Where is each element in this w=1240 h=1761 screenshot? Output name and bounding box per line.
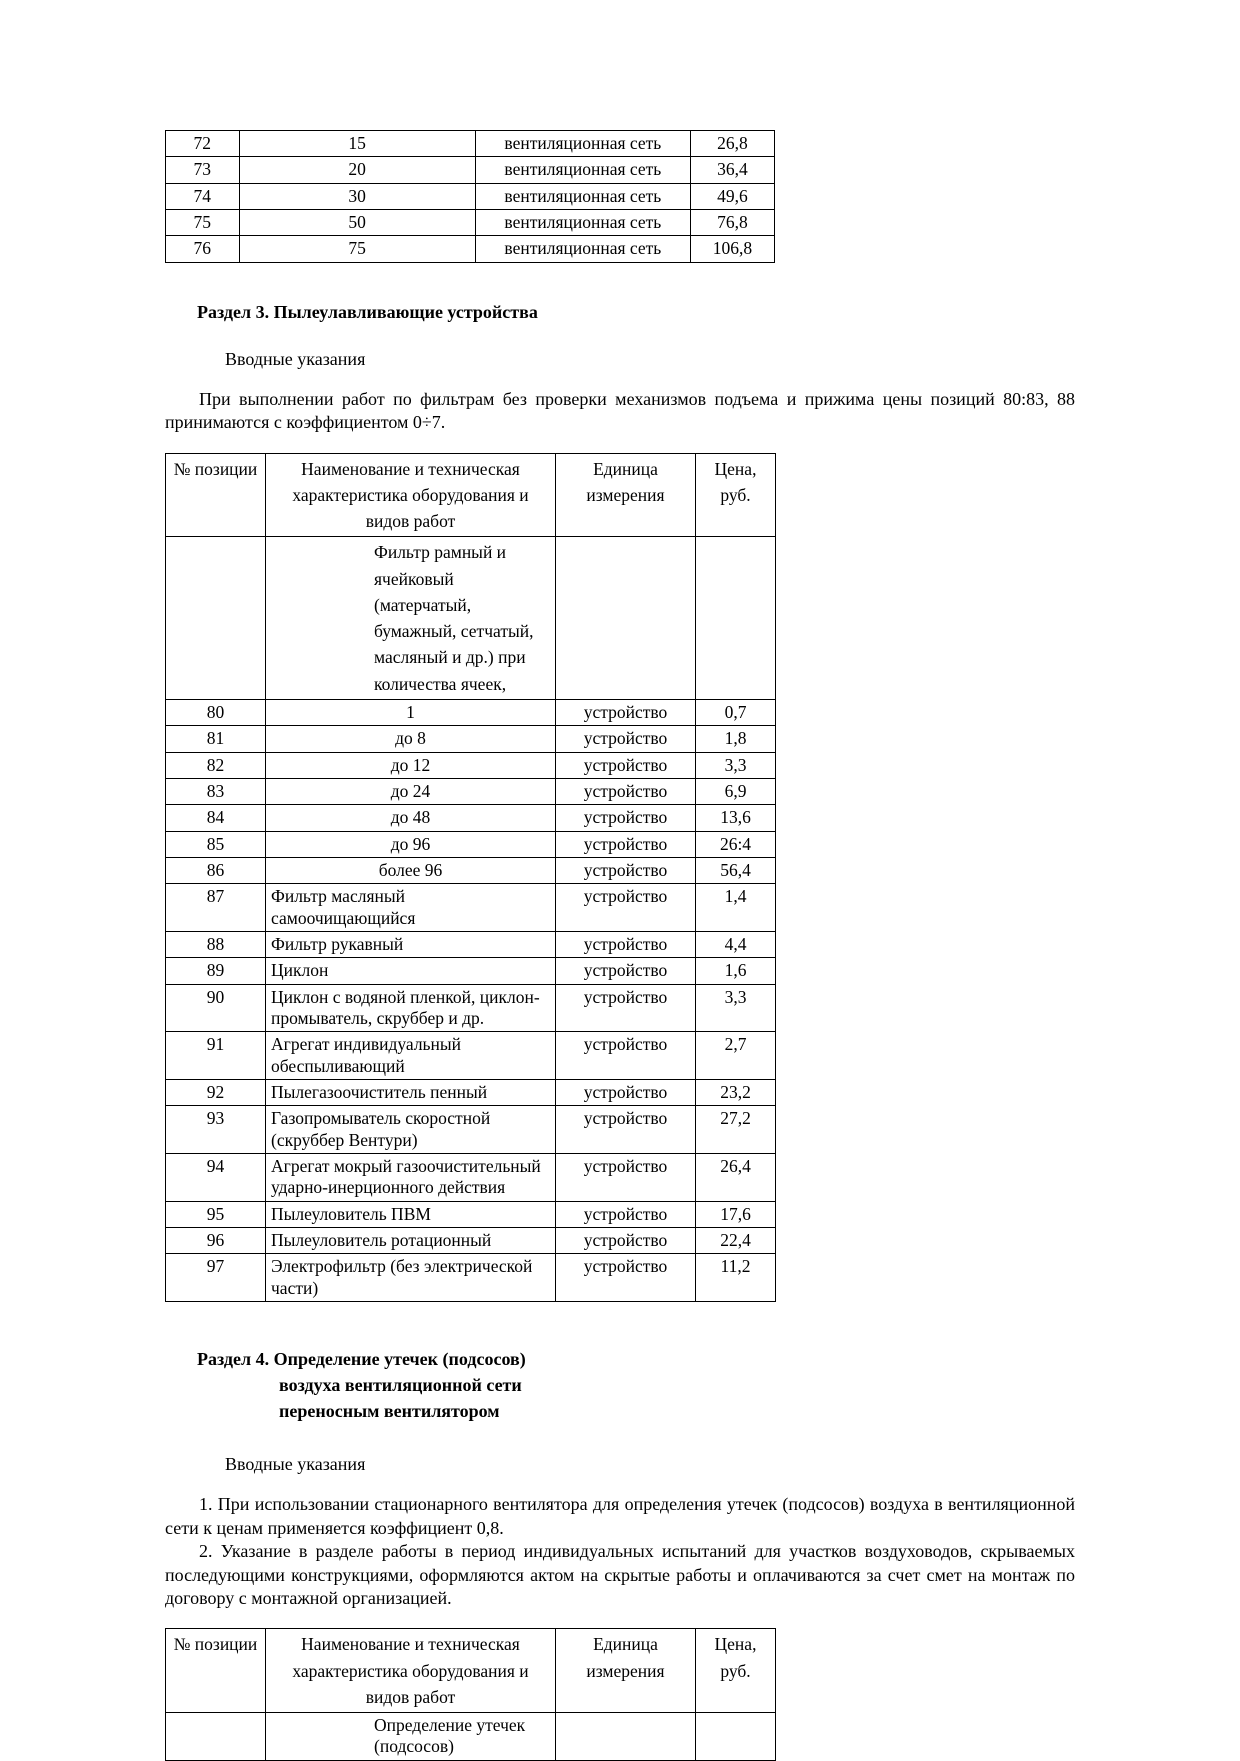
- cell-position: 84: [166, 805, 266, 831]
- table-row: [166, 884, 776, 932]
- cell-position: 76: [166, 236, 240, 262]
- column-header-position: № позиции: [166, 453, 266, 537]
- table-row: [166, 726, 776, 752]
- table-row: [166, 831, 776, 857]
- table-row: [166, 958, 776, 984]
- table-row: [166, 131, 775, 157]
- cell-unit: устройство: [556, 805, 696, 831]
- cell-name: Газопромыватель скоростной (скруббер Вентури): [266, 1106, 556, 1154]
- table-row: [166, 183, 775, 209]
- cell-price: 26,8: [690, 131, 774, 157]
- cell-price: 26:4: [696, 831, 776, 857]
- cell-price: [696, 1713, 776, 1761]
- column-header-price: Цена, руб.: [696, 1629, 776, 1713]
- cell-name: Агрегат мокрый газоочистительный ударно-инерционного действия: [266, 1154, 556, 1202]
- cell-unit: устройство: [556, 958, 696, 984]
- spacer: [165, 263, 1075, 299]
- cell-param: 75: [239, 236, 475, 262]
- table-header-row: [166, 453, 776, 537]
- cell-unit: устройство: [556, 1201, 696, 1227]
- table-row: [166, 778, 776, 804]
- cell-unit: устройство: [556, 831, 696, 857]
- cell-position: 92: [166, 1080, 266, 1106]
- section4-title-line2: воздуха вентиляционной сети: [279, 1375, 522, 1396]
- cell-price: 4,4: [696, 931, 776, 957]
- cell-unit: устройство: [556, 752, 696, 778]
- cell-name: Фильтр рукавный: [266, 931, 556, 957]
- cell-unit: устройство: [556, 1032, 696, 1080]
- cell-name: до 12: [266, 752, 556, 778]
- cell-price: 1,6: [696, 958, 776, 984]
- top-continuation-table-wrap: [165, 130, 1075, 263]
- cell-group-label: Определение утечек (подсосов): [266, 1713, 556, 1761]
- cell-name: до 24: [266, 778, 556, 804]
- cell-price: 1,8: [696, 726, 776, 752]
- section4-note-2: 2. Указание в разделе работы в период индивидуальных испытаний для участков воздуховодов, скрываемых последующими конструкциями, оформляются актом на скрытые работы и оплачиваются за счет смет на монтаж по договору с монтажной организацией.: [165, 1541, 1075, 1608]
- cell-position: 97: [166, 1254, 266, 1302]
- table-group-row: [166, 537, 776, 700]
- cell-unit: [556, 537, 696, 700]
- cell-name: вентиляционная сеть: [475, 236, 690, 262]
- column-header-price: Цена, руб.: [696, 453, 776, 537]
- cell-position: 93: [166, 1106, 266, 1154]
- table-row: [166, 1032, 776, 1080]
- section3-intro-paragraph: При выполнении работ по фильтрам без проверки механизмов подъема и прижима цены позиций 80:83, 88 принимаются с коэффициентом 0÷7.: [165, 388, 1075, 433]
- cell-position: 89: [166, 958, 266, 984]
- table-row: [166, 1254, 776, 1302]
- cell-price: 23,2: [696, 1080, 776, 1106]
- table-body: [166, 131, 775, 263]
- cell-position: 82: [166, 752, 266, 778]
- cell-price: 27,2: [696, 1106, 776, 1154]
- table-row: [166, 752, 776, 778]
- page-content: [165, 130, 1075, 1761]
- table-head: [166, 1629, 776, 1713]
- section4-note-1: 1. При использовании стационарного вентилятора для определения утечек (подсосов) воздуха в вентиляционной сети к ценам применяется коэффициент 0,8.: [165, 1494, 1075, 1538]
- cell-price: 0,7: [696, 699, 776, 725]
- cell-position: 88: [166, 931, 266, 957]
- cell-unit: устройство: [556, 857, 696, 883]
- top-continuation-table: [165, 130, 775, 263]
- cell-name: Электрофильтр (без электрической части): [266, 1254, 556, 1302]
- cell-name: Пылегазоочиститель пенный: [266, 1080, 556, 1106]
- cell-price: 22,4: [696, 1228, 776, 1254]
- spacer: [165, 1302, 1075, 1346]
- spacer: [165, 435, 1075, 453]
- section4-heading: [165, 1346, 1075, 1424]
- cell-position: [166, 1713, 266, 1761]
- cell-unit: устройство: [556, 699, 696, 725]
- cell-unit: устройство: [556, 726, 696, 752]
- cell-position: 96: [166, 1228, 266, 1254]
- section4-price-table: [165, 1628, 776, 1760]
- cell-unit: устройство: [556, 1254, 696, 1302]
- cell-price: 13,6: [696, 805, 776, 831]
- cell-position: 81: [166, 726, 266, 752]
- cell-price: 56,4: [696, 857, 776, 883]
- cell-price: 106,8: [690, 236, 774, 262]
- cell-position: 95: [166, 1201, 266, 1227]
- cell-price: 11,2: [696, 1254, 776, 1302]
- cell-name: более 96: [266, 857, 556, 883]
- cell-position: 74: [166, 183, 240, 209]
- cell-name: до 96: [266, 831, 556, 857]
- table-row: [166, 1106, 776, 1154]
- cell-name: 1: [266, 699, 556, 725]
- section3-heading: [165, 299, 1075, 325]
- cell-unit: устройство: [556, 1106, 696, 1154]
- spacer: [165, 1610, 1075, 1628]
- cell-unit: устройство: [556, 1154, 696, 1202]
- table-body: [166, 1713, 776, 1761]
- cell-name: Агрегат индивидуальный обеспыливающий: [266, 1032, 556, 1080]
- cell-position: 87: [166, 884, 266, 932]
- cell-position: 94: [166, 1154, 266, 1202]
- table-row: [166, 931, 776, 957]
- column-header-name: Наименование и техническая характеристика оборудования и видов работ: [266, 1629, 556, 1713]
- cell-unit: устройство: [556, 1080, 696, 1106]
- cell-name: вентиляционная сеть: [475, 183, 690, 209]
- table-row: [166, 984, 776, 1032]
- cell-unit: устройство: [556, 984, 696, 1032]
- cell-position: 85: [166, 831, 266, 857]
- spacer: [165, 1475, 1075, 1493]
- table-body: [166, 537, 776, 1302]
- cell-param: 20: [239, 157, 475, 183]
- cell-position: 90: [166, 984, 266, 1032]
- section4-intro-label: Вводные указания: [225, 1454, 366, 1475]
- cell-position: 83: [166, 778, 266, 804]
- cell-position: 72: [166, 131, 240, 157]
- cell-price: 76,8: [690, 210, 774, 236]
- cell-unit: [556, 1713, 696, 1761]
- cell-price: 26,4: [696, 1154, 776, 1202]
- cell-name: вентиляционная сеть: [475, 157, 690, 183]
- table-row: [166, 857, 776, 883]
- cell-price: 3,3: [696, 752, 776, 778]
- cell-position: 86: [166, 857, 266, 883]
- cell-name: до 48: [266, 805, 556, 831]
- table-row: [166, 210, 775, 236]
- cell-price: 2,7: [696, 1032, 776, 1080]
- table-header-row: [166, 1629, 776, 1713]
- table-head: [166, 453, 776, 537]
- cell-price: [696, 537, 776, 700]
- cell-param: 15: [239, 131, 475, 157]
- cell-price: 3,3: [696, 984, 776, 1032]
- cell-name: Циклон с водяной пленкой, циклон-промыватель, скруббер и др.: [266, 984, 556, 1032]
- column-header-unit: Единица измерения: [556, 453, 696, 537]
- cell-position: 73: [166, 157, 240, 183]
- cell-name: вентиляционная сеть: [475, 131, 690, 157]
- cell-price: 36,4: [690, 157, 774, 183]
- table-row: [166, 157, 775, 183]
- cell-name: Пылеуловитель ротационный: [266, 1228, 556, 1254]
- spacer: [165, 370, 1075, 388]
- cell-position: 91: [166, 1032, 266, 1080]
- table-group-row: [166, 1713, 776, 1761]
- table-row: [166, 699, 776, 725]
- cell-unit: устройство: [556, 884, 696, 932]
- cell-name: вентиляционная сеть: [475, 210, 690, 236]
- cell-position: 80: [166, 699, 266, 725]
- column-header-name: Наименование и техническая характеристика оборудования и видов работ: [266, 453, 556, 537]
- table-row: [166, 1201, 776, 1227]
- cell-unit: устройство: [556, 931, 696, 957]
- cell-position: 75: [166, 210, 240, 236]
- spacer: [165, 1424, 1075, 1454]
- spacer: [165, 325, 1075, 349]
- table-row: [166, 1154, 776, 1202]
- cell-param: 50: [239, 210, 475, 236]
- cell-position: [166, 537, 266, 700]
- cell-param: 30: [239, 183, 475, 209]
- table-row: [166, 805, 776, 831]
- cell-name: до 8: [266, 726, 556, 752]
- cell-price: 1,4: [696, 884, 776, 932]
- cell-name: Фильтр масляный самоочищающийся: [266, 884, 556, 932]
- section3-intro-label: Вводные указания: [225, 348, 366, 369]
- cell-price: 17,6: [696, 1201, 776, 1227]
- section3-title: Раздел 3. Пылеулавливающие устройства: [197, 301, 538, 322]
- column-header-position: № позиции: [166, 1629, 266, 1713]
- cell-price: 49,6: [690, 183, 774, 209]
- table-row: [166, 236, 775, 262]
- column-header-unit: Единица измерения: [556, 1629, 696, 1713]
- section3-price-table: [165, 453, 776, 1303]
- cell-price: 6,9: [696, 778, 776, 804]
- table-row: [166, 1080, 776, 1106]
- cell-unit: устройство: [556, 1228, 696, 1254]
- table-row: [166, 1228, 776, 1254]
- cell-unit: устройство: [556, 778, 696, 804]
- cell-name: Пылеуловитель ПВМ: [266, 1201, 556, 1227]
- cell-group-label: Фильтр рамный и ячейковый (матерчатый, бумажный, сетчатый, масляный и др.) при количества ячеек,: [266, 537, 556, 700]
- section4-title-line3: переносным вентилятором: [279, 1401, 500, 1422]
- section4-title-line1: Раздел 4. Определение утечек (подсосов): [197, 1349, 526, 1370]
- cell-name: Циклон: [266, 958, 556, 984]
